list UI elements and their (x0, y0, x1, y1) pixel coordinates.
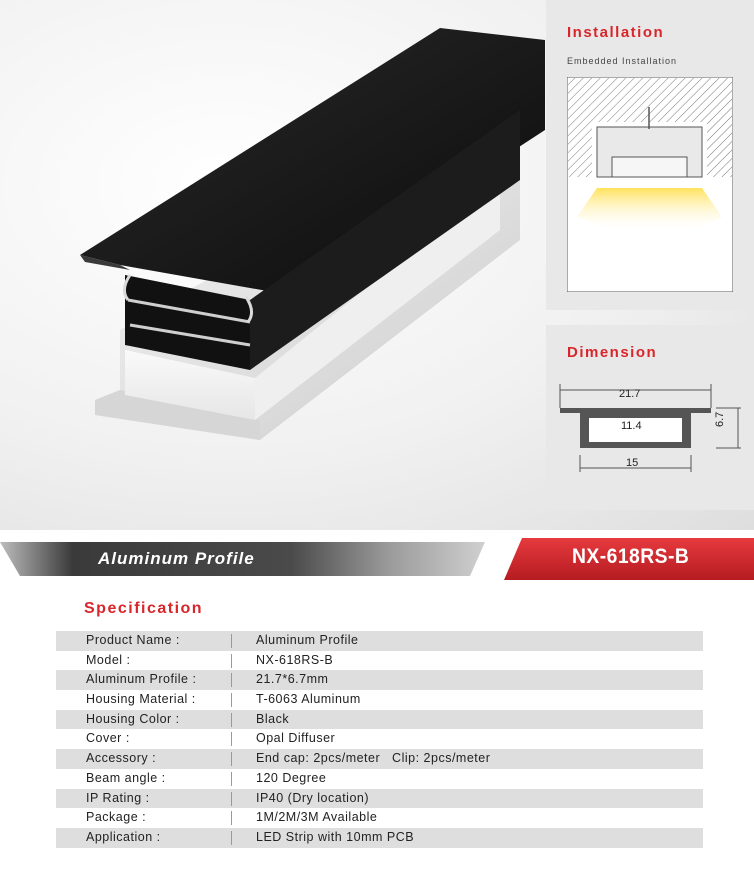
spec-row (56, 670, 703, 690)
spec-label: IP Rating : (86, 790, 150, 805)
spec-row (56, 651, 703, 671)
spec-row (56, 710, 703, 730)
installation-subtitle: Embedded Installation (567, 56, 678, 66)
installation-title: Installation (567, 24, 665, 41)
spec-label: Housing Material : (86, 692, 196, 707)
spec-label: Accessory : (86, 751, 157, 766)
dimension-height: 6.7 (714, 411, 726, 427)
banner-product-label: Aluminum Profile (98, 549, 255, 568)
spec-row (56, 769, 703, 789)
spec-divider (231, 811, 232, 825)
spec-value: 21.7*6.7mm (256, 672, 329, 687)
spec-label: Aluminum Profile : (86, 672, 197, 687)
specification-table (56, 631, 703, 848)
spec-divider (231, 772, 232, 786)
spec-value: Opal Diffuser (256, 731, 336, 746)
spec-label: Application : (86, 829, 161, 844)
spec-row (56, 729, 703, 749)
spec-value: IP40 (Dry location) (256, 790, 370, 805)
spec-divider (231, 713, 232, 727)
dimension-title: Dimension (567, 344, 658, 361)
spec-value: 120 Degree (256, 770, 327, 785)
spec-row (56, 631, 703, 651)
spec-value: Aluminum Profile (256, 633, 359, 647)
dimension-panel (546, 325, 754, 510)
spec-label: Product Name : (86, 633, 180, 647)
spec-label: Model : (86, 652, 131, 667)
spec-divider (231, 792, 232, 806)
dimension-diagram (556, 380, 746, 480)
spec-divider (231, 673, 232, 687)
spec-value: 1M/2M/3M Available (256, 810, 378, 825)
spec-divider (231, 831, 232, 845)
spec-divider (231, 634, 232, 648)
installation-panel (546, 0, 754, 310)
specification-title: Specification (84, 600, 204, 617)
spec-label: Cover : (86, 731, 130, 746)
spec-value: LED Strip with 10mm PCB (256, 829, 415, 844)
spec-divider (231, 654, 232, 668)
spec-row (56, 808, 703, 828)
spec-divider (231, 732, 232, 746)
spec-value: T-6063 Aluminum (256, 692, 361, 707)
spec-row (56, 690, 703, 710)
spec-label: Package : (86, 810, 147, 825)
spec-value: Black (256, 711, 290, 726)
installation-diagram (567, 77, 733, 292)
spec-divider (231, 752, 232, 766)
spec-label: Beam angle : (86, 770, 166, 785)
spec-row (56, 828, 703, 848)
spec-value: NX-618RS-B (256, 652, 334, 667)
spec-row (56, 749, 703, 769)
spec-label: Housing Color : (86, 711, 180, 726)
dimension-top-width: 21.7 (619, 388, 641, 400)
dimension-bottom-width: 15 (626, 457, 639, 469)
product-image (0, 0, 545, 530)
spec-row (56, 789, 703, 809)
spec-value: End cap: 2pcs/meter Clip: 2pcs/meter (256, 751, 491, 766)
dimension-inner-width: 11.4 (621, 420, 642, 432)
banner-model: NX-618RS-B (572, 545, 690, 568)
spec-divider (231, 693, 232, 707)
